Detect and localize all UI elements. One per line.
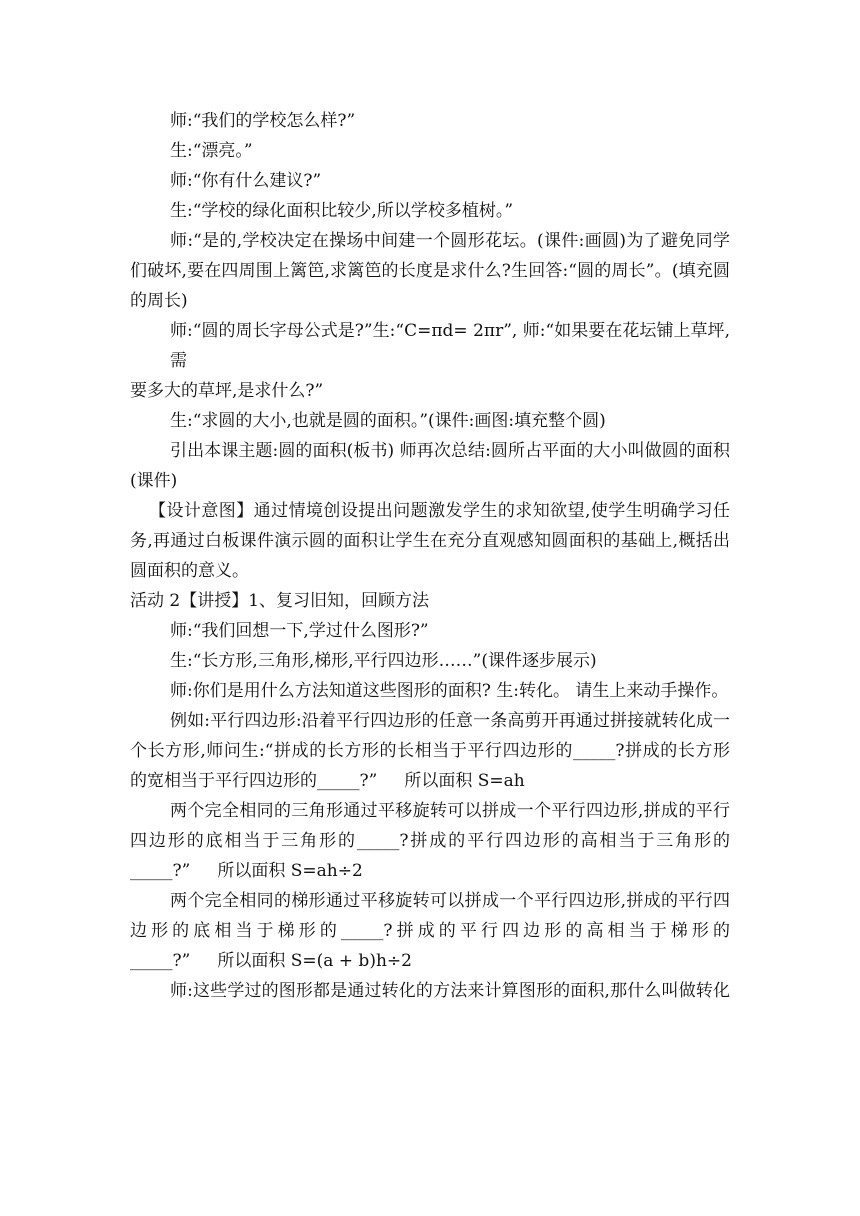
text-line: 引出本课主题:圆的面积(板书) 师再次总结:圆所占平面的大小叫做圆的面积	[170, 441, 730, 461]
text-line: 【设计意图】通过情境创设提出问题激发学生的求知欲望,使学生明确学习任	[149, 501, 730, 521]
text-line: 生:“长方形,三角形,梯形,平行四边形……”(课件逐步展示)	[170, 651, 597, 671]
text-line: 例如:平行四边形:沿着平行四边形的任意一条高剪开再通过拼接就转化成一	[170, 711, 730, 731]
text-line: 师:“你有什么建议?”	[170, 171, 322, 191]
text-line: 边形的底相当于梯形的_____?拼成的平行四边形的高相当于梯形的	[130, 921, 730, 941]
text-line: 个长方形,师问生:“拼成的长方形的长相当于平行四边形的_____?拼成的长方形	[130, 741, 730, 761]
text-line: 两个完全相同的三角形通过平移旋转可以拼成一个平行四边形,拼成的平行	[170, 801, 730, 821]
text-line: 的周长)	[130, 291, 188, 311]
text-line: 师:这些学过的图形都是通过转化的方法来计算图形的面积,那什么叫做转化	[170, 981, 730, 1001]
text-line: 师:“圆的周长字母公式是?”生:“C=πd= 2πr”, 师:“如果要在花坛铺上草坪,需	[170, 321, 730, 371]
text-line: 师:你们是用什么方法知道这些图形的面积? 生:转化。 请生上来动手操作。	[170, 681, 729, 701]
text-line: 生:“学校的绿化面积比较少,所以学校多植树。”	[170, 201, 514, 221]
document-body	[130, 106, 730, 1006]
text-line: _____?” 所以面积 S=ah÷2	[130, 861, 363, 881]
text-line: _____?” 所以面积 S=(a + b)h÷2	[130, 951, 412, 971]
text-line: 生:“漂亮。”	[170, 141, 253, 161]
text-line: 要多大的草坪,是求什么?”	[130, 381, 324, 401]
text-line: 生:“求圆的大小,也就是圆的面积。”(课件:画图:填充整个圆)	[170, 411, 606, 431]
text-line: 圆面积的意义。	[130, 561, 249, 581]
text-line: 师:“我们回想一下,学过什么图形?”	[170, 621, 429, 641]
section-heading: 活动 2【讲授】1、复习旧知，回顾方法	[130, 591, 430, 611]
text-line: 两个完全相同的梯形通过平移旋转可以拼成一个平行四边形,拼成的平行四	[170, 891, 730, 911]
text-line: 四边形的底相当于三角形的_____?拼成的平行四边形的高相当于三角形的	[130, 831, 730, 851]
text-line: 务,再通过白板课件演示圆的面积让学生在充分直观感知圆面积的基础上,概括出	[130, 531, 730, 551]
text-line: 的宽相当于平行四边形的_____?” 所以面积 S=ah	[130, 771, 525, 791]
text-line: (课件)	[130, 471, 178, 491]
text-line: 师:“是的,学校决定在操场中间建一个圆形花坛。(课件:画圆)为了避免同学	[170, 231, 730, 251]
text-line: 师:“我们的学校怎么样?”	[170, 111, 356, 131]
text-line: 们破坏,要在四周围上篱笆,求篱笆的长度是求什么?生回答:“圆的周长”。(填充圆	[130, 261, 730, 281]
